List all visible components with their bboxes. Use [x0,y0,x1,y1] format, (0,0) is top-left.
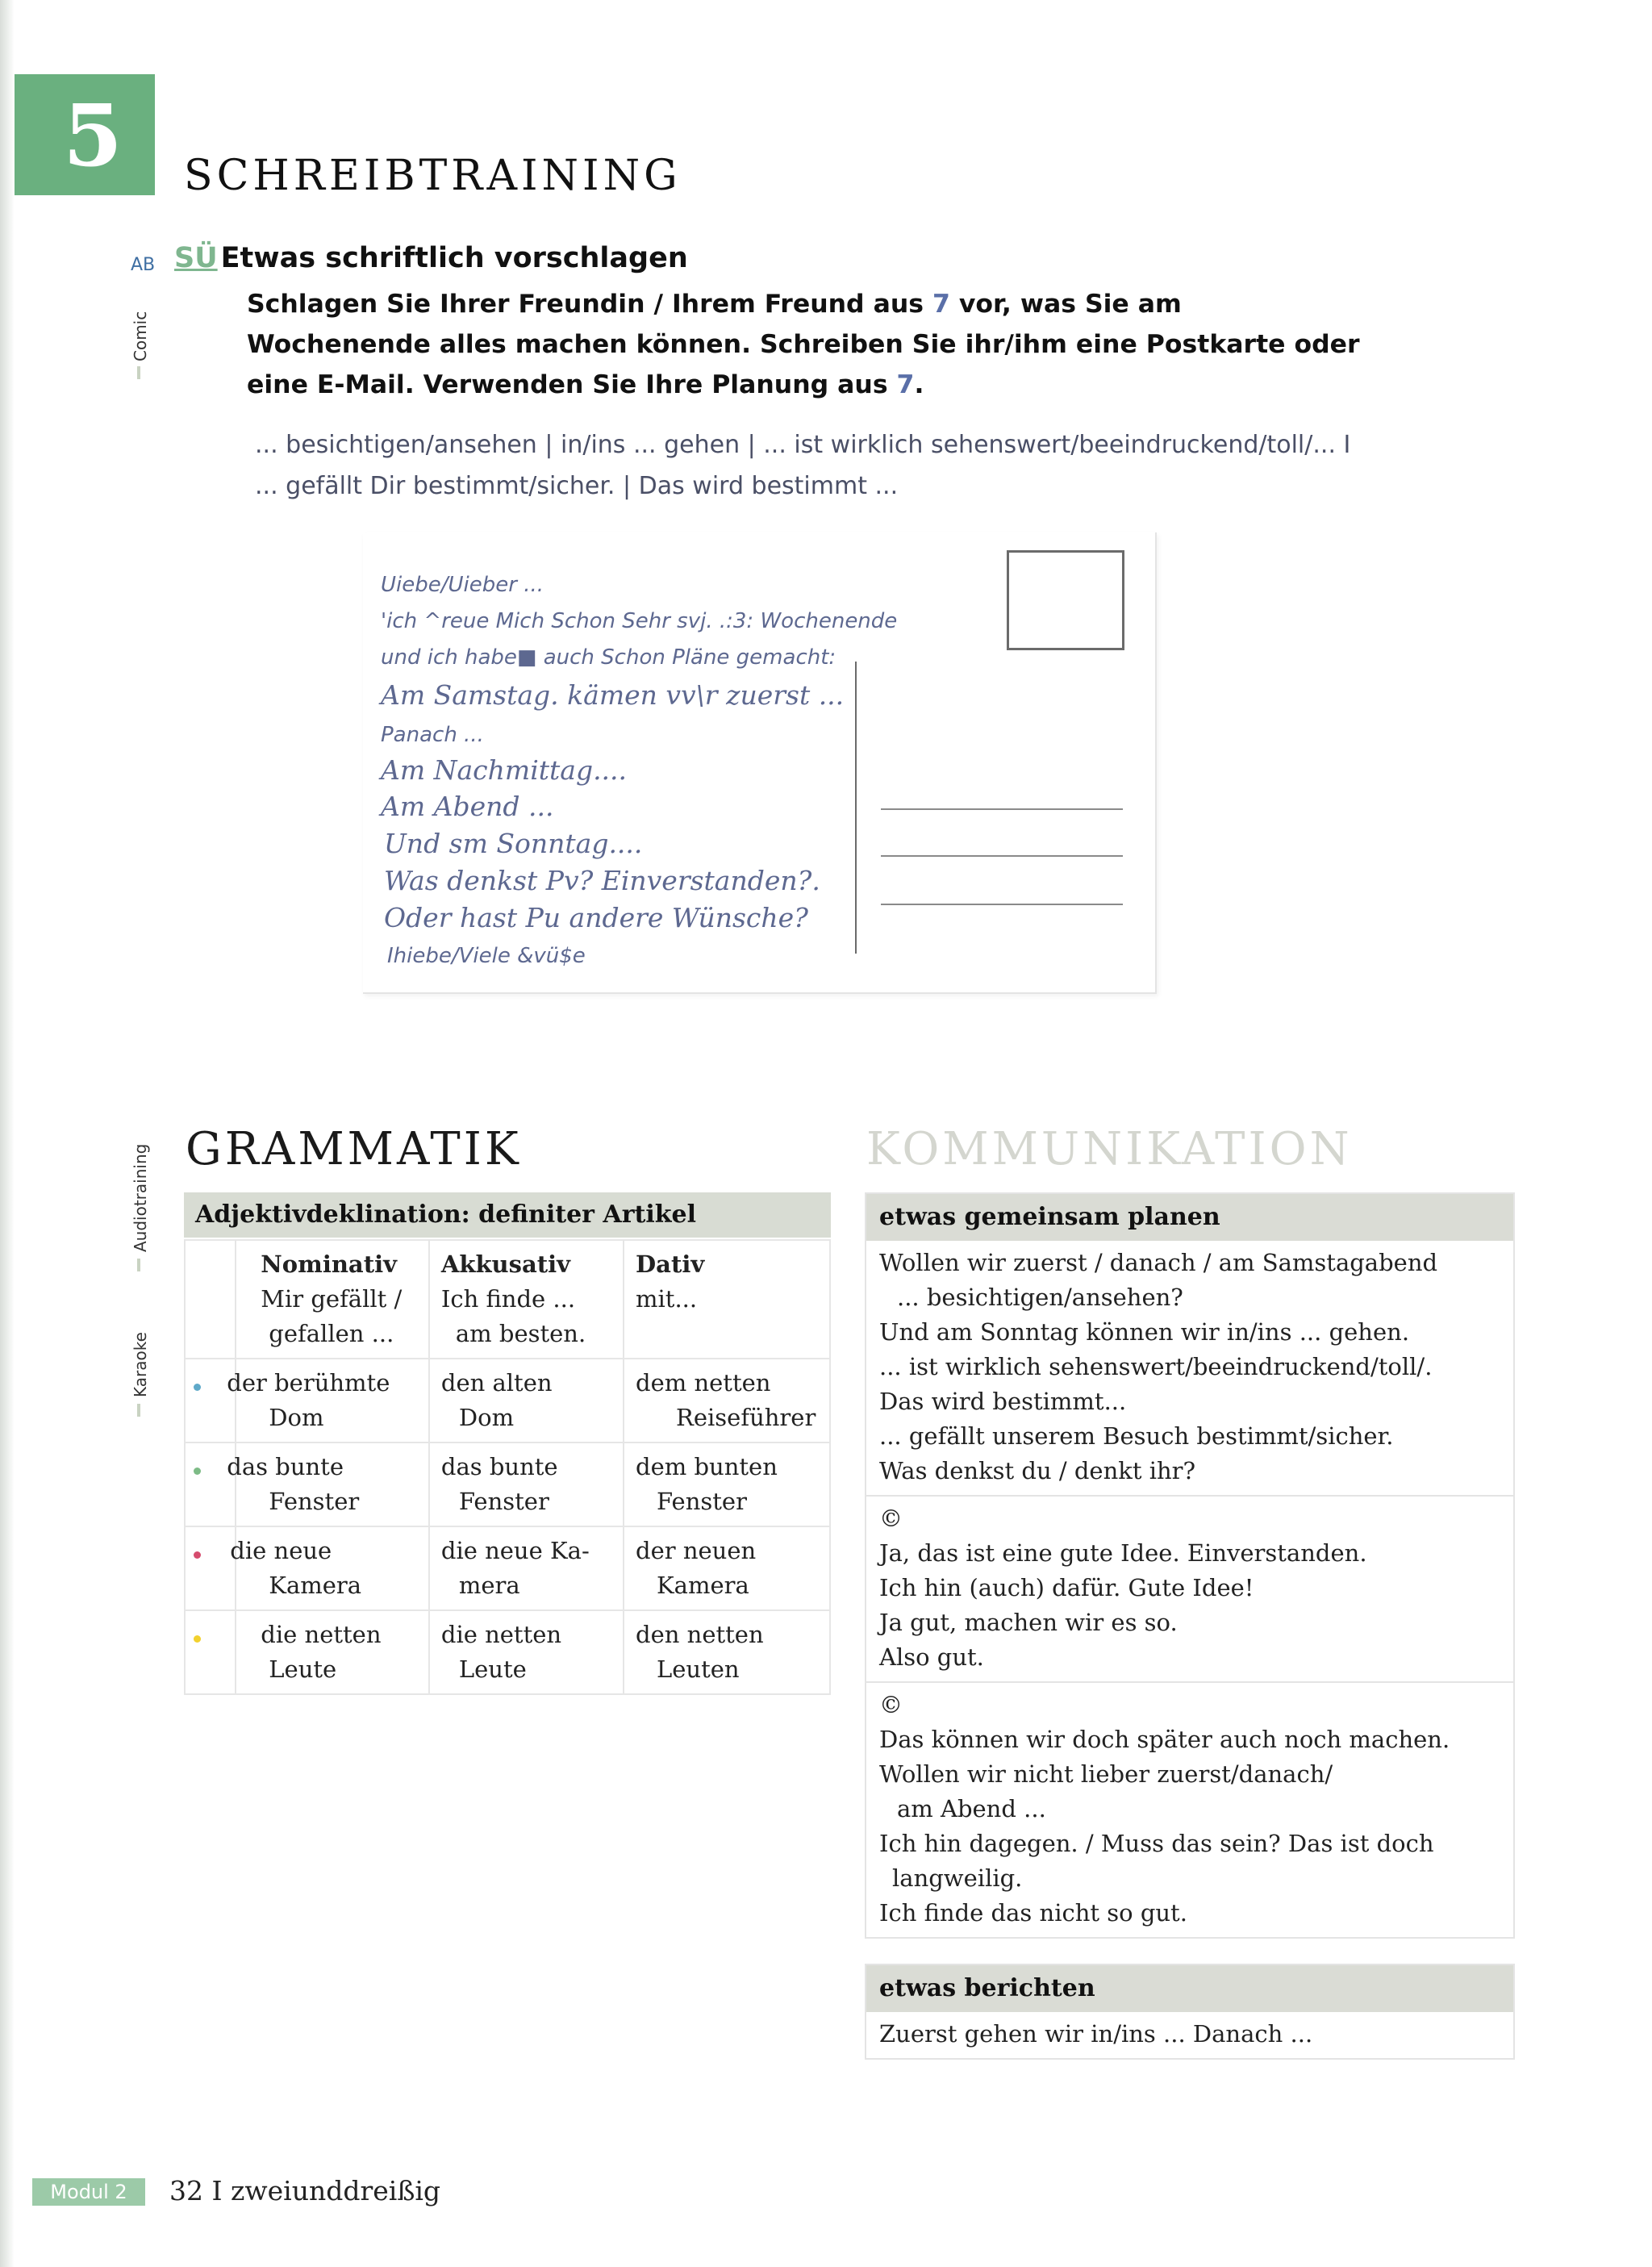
cell-text: die netten [261,1621,382,1648]
phrase-line: Ich finde das nicht so gut. [879,1899,1187,1927]
table-cell [429,1442,624,1526]
gender-dot-masculine [194,1384,201,1391]
phrase-line: Wollen wir nicht lieber zuerst/danach/ [879,1760,1333,1788]
column-name: Dativ [636,1250,705,1278]
proposal-phrases [866,1241,1513,1495]
table-cell [230,1526,429,1610]
column-example: Mir gefällt / [261,1285,403,1313]
postcard-line: Und sm Sonntag.... [384,828,643,859]
instruction-text: vor, was Sie am Wochenende alles machen können. Schreiben Sie ihr/ihm eine Postkarte oder eine E-Mail. Verwenden Sie Ihre Planung aus [247,290,1360,399]
column-name: Nominativ [261,1250,397,1278]
column-name: Akkusativ [440,1250,571,1278]
address-line [881,855,1123,857]
column-example: Ich finde ... [440,1285,576,1313]
communication-heading: etwas berichten [866,1965,1513,2012]
cell-text: Fenster [657,1488,747,1515]
section-title: SCHREIBTRAINING [184,152,682,200]
instruction-text: Schlagen Sie Ihrer Freundin / Ihrem Freund aus [247,290,932,319]
chapter-number: 5 [63,84,123,186]
exercise-reference: 7 [932,290,950,319]
cell-text: Reiseführer [676,1404,816,1431]
exercise-instruction [247,284,1360,405]
phrase-line: Also gut. [879,1643,984,1671]
communication-box-reporting [865,1964,1515,2060]
disagree-phrases [866,1681,1513,1937]
cell-text: Fenster [269,1488,360,1515]
report-phrase: Zuerst gehen wir in/ins ... Danach ... [879,2020,1313,2048]
postcard-line: und ich habe■ auch Schon Pläne gemacht: [381,645,836,670]
smiley-icon: © [879,1505,903,1532]
phrase-line: ... besichtigen/ansehen | in/ins ... gehen | ... ist wirklich sehenswert/beeindruckend/toll/... I [255,431,1351,459]
cell-text: den alten [440,1369,553,1397]
side-label-karaoke: Karaoke [131,1332,150,1397]
cell-text: der neuen [636,1537,757,1564]
table-cell [624,1442,830,1526]
instruction-text: . [914,370,924,399]
page-spine-shadow [0,0,15,2267]
phrase-line: Ich hin dagegen. / Muss das sein? Das ist doch [879,1830,1434,1857]
cell-text: der berühmte [227,1369,390,1397]
cell-text: Fenster [458,1488,549,1515]
postcard [363,532,1157,994]
column-example: am besten. [455,1320,586,1347]
table-cell [185,1240,236,1359]
column-example: mit... [636,1285,698,1313]
postcard-line: 'ich ^reue Mich Schon Sehr svj. .:3: Wochenende [381,609,898,633]
phrase-line: ... gefällt Dir bestimmt/sicher. | Das wird bestimmt ... [255,472,899,500]
table-header-cell [429,1240,624,1359]
table-cell [227,1359,429,1442]
grammar-table [184,1239,831,1695]
side-label-ab: AB [131,255,156,275]
table-row [185,1442,830,1526]
table-cell [624,1526,830,1610]
phrase-bank [255,424,1384,507]
address-line [881,808,1123,810]
grammatik-title: GRAMMATIK [186,1123,522,1175]
communication-box-planning [865,1192,1515,1939]
table-row [185,1526,830,1610]
phrase-line: Ja, das ist eine gute Idee. Einverstanden. [879,1539,1367,1567]
gender-dot-feminine [194,1551,201,1559]
postcard-line: Am Samstag. kämen vv\r zuerst ... [381,679,845,711]
cell-text: den netten [636,1621,764,1648]
cell-text: die neue [230,1537,332,1564]
table-row [185,1359,830,1442]
table-cell [429,1526,624,1610]
postcard-line: Oder hast Pu andere Wünsche? [384,902,808,933]
side-label-audiotraining: Audiotraining [131,1143,150,1252]
phrase-line: Ja gut, machen wir es so. [879,1609,1178,1636]
cell-text: das bunte [440,1453,558,1480]
cell-text: Leuten [657,1655,740,1683]
frown-icon: © [879,1691,903,1718]
gender-marker-cell [185,1526,236,1610]
phrase-line: Ich hin (auch) dafür. Gute Idee! [879,1574,1254,1601]
side-label-marker [137,1404,140,1417]
table-header-cell [624,1240,830,1359]
phrase-line: Das können wir doch später auch noch machen. [879,1726,1450,1753]
exercise-label: SÜ [174,242,218,274]
cell-text: Dom [269,1404,324,1431]
side-label-marker [137,1259,140,1271]
side-label-marker [137,366,140,379]
cell-text: das bunte [227,1453,344,1480]
gender-marker-cell [185,1610,236,1694]
cell-text: die neue Ka- [440,1537,590,1564]
exercise-heading [174,242,688,274]
cell-text: die netten [440,1621,562,1648]
module-tab: Modul 2 [32,2178,145,2206]
phrase-line: Was denkst du / denkt ihr? [879,1457,1196,1484]
table-row [185,1610,830,1694]
grammar-table-title: Adjektivdeklination: definiter Artikel [184,1192,831,1238]
table-cell [227,1442,429,1526]
table-cell [236,1610,429,1694]
exercise-reference: 7 [896,370,915,399]
column-example: gefallen ... [269,1320,394,1347]
phrase-line: ... besichtigen/ansehen? [897,1284,1183,1311]
postcard-line: Uiebe/Uieber ... [381,573,544,597]
phrase-line: Wollen wir zuerst / danach / am Samstagabend [879,1249,1438,1276]
cell-text: mera [458,1572,520,1599]
table-cell [624,1359,830,1442]
postcard-line: Am Abend ... [381,791,554,822]
page-number: 32 I zweiunddreißig [169,2175,441,2206]
phrase-line: am Abend ... [897,1795,1046,1822]
postcard-line: Panach ... [381,723,484,747]
postcard-line: Am Nachmittag.... [381,754,628,786]
table-cell [429,1359,624,1442]
postcard-line: Was denkst Pv? Einverstanden?. [384,865,820,896]
cell-text: Kamera [657,1572,749,1599]
gender-dot-plural [194,1635,201,1643]
phrase-line: Und am Sonntag können wir in/ins ... gehen. [879,1318,1410,1346]
cell-text: dem bunten [636,1453,778,1480]
exercise-title: Etwas schriftlich vorschlagen [220,242,688,274]
agree-phrases [866,1495,1513,1681]
cell-text: dem netten [636,1369,771,1397]
cell-text: Leute [458,1655,527,1683]
side-label-comic: Comic [131,311,150,361]
cell-text: Dom [458,1404,515,1431]
postcard-stamp-box [1007,550,1124,650]
address-line [881,904,1123,905]
table-cell [624,1610,830,1694]
grammar-header-row [185,1240,830,1359]
phrase-line: ... gefällt unserem Besuch bestimmt/sicher. [879,1422,1394,1450]
communication-heading: etwas gemeinsam planen [866,1194,1513,1241]
gender-dot-neuter [194,1467,201,1475]
phrase-line: ... ist wirklich sehenswert/beeindruckend/toll/. [879,1353,1433,1380]
phrase-line: Das wird bestimmt... [879,1388,1127,1415]
cell-text: Leute [269,1655,337,1683]
chapter-number-badge [15,74,155,195]
postcard-divider [855,662,857,954]
cell-text: Kamera [269,1572,362,1599]
postcard-line: Ihiebe/Viele &vü$e [387,944,586,968]
kommunikation-title: KOMMUNIKATION [866,1123,1353,1175]
table-header-cell [236,1240,429,1359]
phrase-line: langweilig. [892,1864,1023,1892]
table-cell [429,1610,624,1694]
